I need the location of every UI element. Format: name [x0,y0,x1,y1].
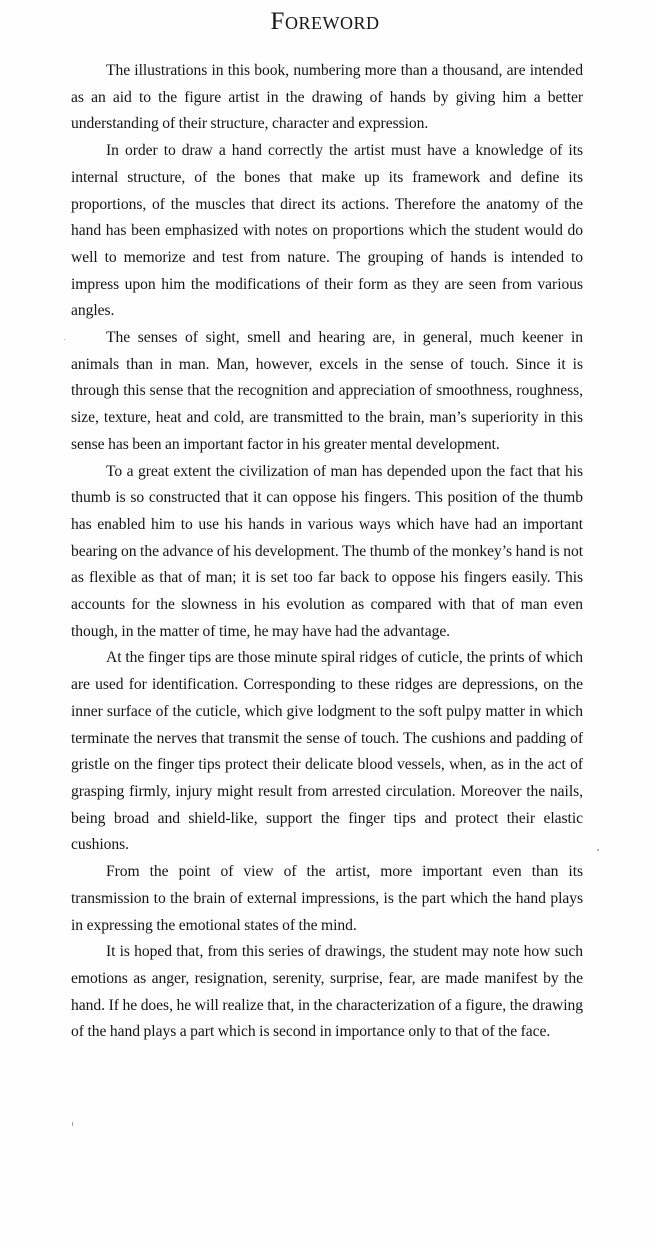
scan-speck [72,1122,73,1126]
paragraph-3: The senses of sight, smell and hearing are, in general, much keener in animals than in man. Man, however, excels in the sense of touch. Since it is through this sense that the recognition and appreciation of smoothness, roughness, size, texture, heat and cold, are transmitted to the brain, man’s superiority in this sense has been an important factor in his greater mental development. [71,329,583,453]
page-title: Foreword [270,8,380,35]
paragraph-1: The illustrations in this book, numbering more than a thousand, are intended as an aid to the figure artist in the drawing of hands by giving him a better understanding of their structure, character and expression. [71,62,583,133]
foreword-body [71,58,583,1046]
scan-speck [597,849,599,851]
paragraph-5: At the finger tips are those minute spiral ridges of cuticle, the prints of which are used for identification. Corresponding to these ridges are depressions, on the inner surface of the cuticle, which give lodgment to the soft pulpy matter in which terminate the nerves that transmit the sense of touch. The cushions and padding of gristle on the finger tips protect their delicate blood vessels, when, as in the act of grasping firmly, injury might result from arrested circulation. Moreover the nails, being broad and shield-like, support the finger tips and protect their elastic cushions. [71,649,583,854]
paragraph-7: It is hoped that, from this series of drawings, the student may note how such emotions as anger, resignation, serenity, surprise, fear, are made manifest by the hand. If he does, he will realize that, in the characterization of a figure, the drawing of the hand plays a part which is second in importance only to that of the face. [71,943,583,1041]
paragraph-6: From the point of view of the artist, more important even than its transmission to the brain of external impressions, is the part which the hand plays in expressing the emotional states of the mind. [71,863,583,934]
scan-speck [64,339,65,340]
paragraph-2: In order to draw a hand correctly the artist must have a knowledge of its internal structure, of the bones that make up its framework and define its proportions, of the muscles that direct its actions. Therefore the anatomy of the hand has been emphasized with notes on proportions which the student would do well to memorize and test from nature. The grouping of hands is intended to impress upon him the modifications of their form as they are seen from various angles. [71,142,583,320]
paragraph-4: To a great extent the civilization of man has depended upon the fact that his thumb is so constructed that it can oppose his fingers. This position of the thumb has enabled him to use his hands in various ways which have had an important bearing on the advance of his development. The thumb of the monkey’s hand is not as flexible as that of man; it is set too far back to oppose his fingers easily. This accounts for the slowness in his evolution as compared with that of man even though, in the matter of time, he may have had the advantage. [71,462,583,640]
